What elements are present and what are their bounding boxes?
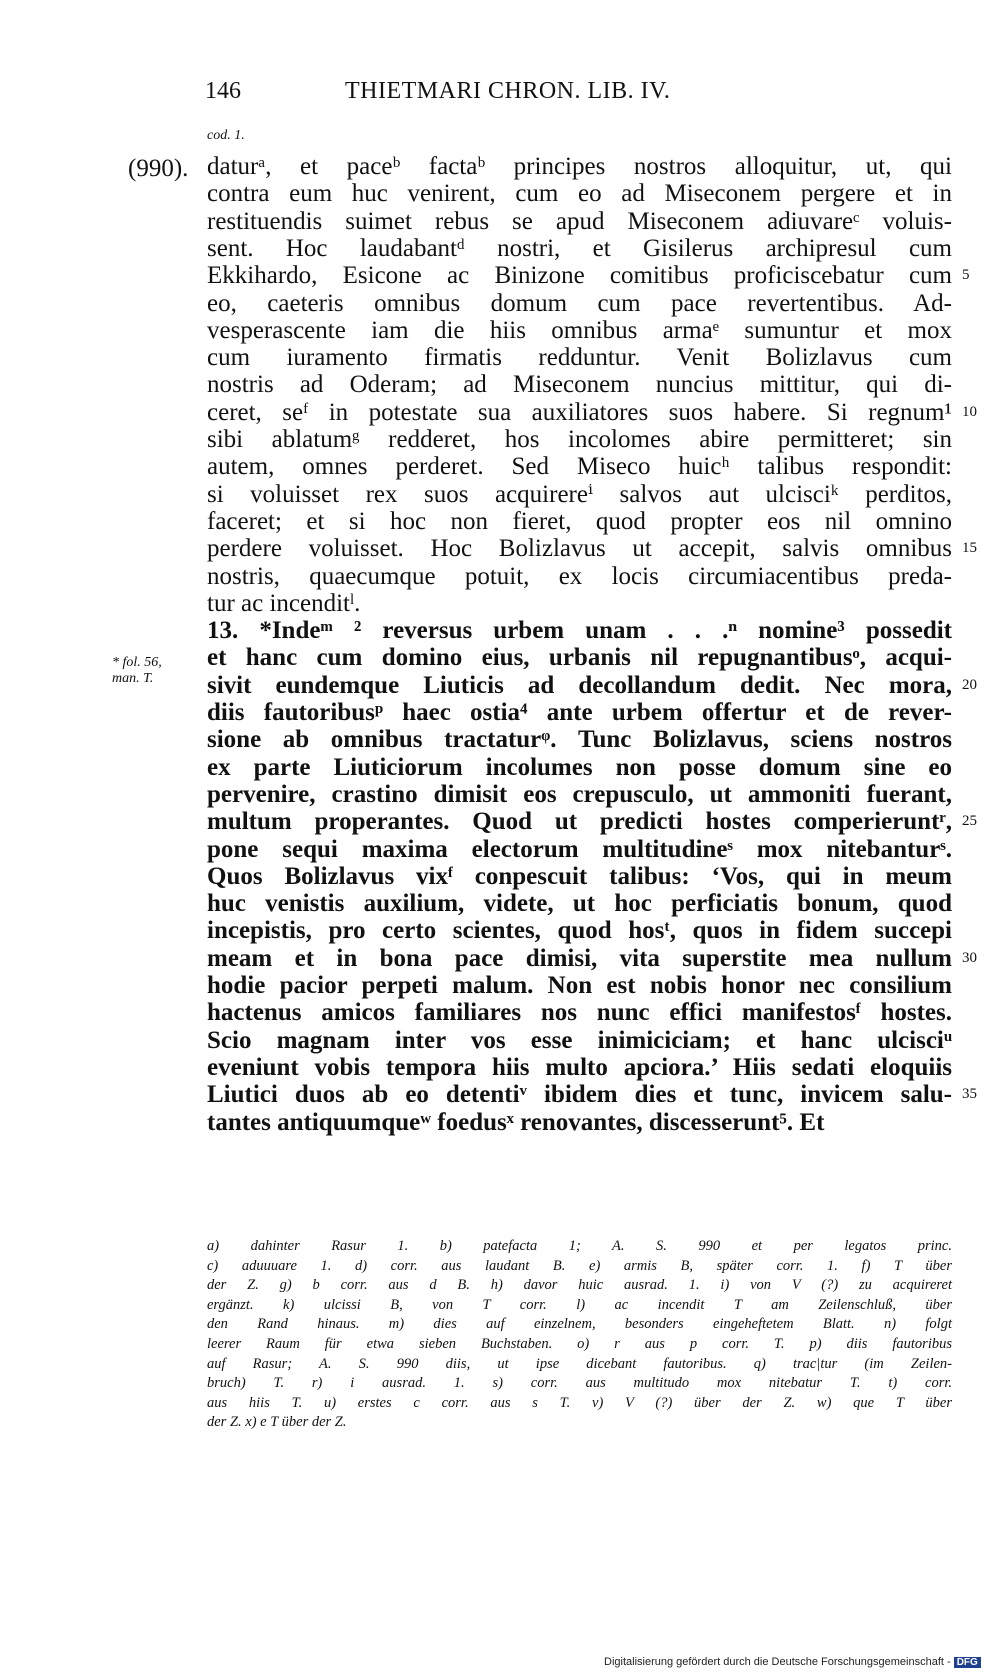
footnote-line: a) dahinter Rasur 1. b) patefacta 1; A. S. 990 et per legatos princ. [207,1238,952,1254]
footnote-line: den Rand hinaus. m) dies auf einzelnem, besonders eingeheftetem Blatt. n) folgt [207,1316,952,1333]
codex-note: cod. 1. [207,128,245,143]
line-number: 25 [962,813,977,830]
footer-text: Digitalisierung gefördert durch die Deutsche Forschungsgemeinschaft - [604,1656,951,1668]
text-line: huc venistis auxilium, videte, ut hoc perficiatis bonum, quod [207,890,952,918]
page-number: 146 [205,78,241,104]
margin-folio-note: * fol. 56, man. T. [112,655,162,686]
line-number: 35 [962,1086,977,1103]
dfg-logo: DFG [954,1657,981,1668]
text-line: 13. *Indeᵐ ² reversus urbem unam . . .ⁿ nomine³ possedit [207,617,952,645]
text-line: sent. Hoc laudabantᵈ nostri, et Gisilerus archipresul cum [207,234,952,262]
text-line: pone sequi maxima electorum multitudineˢ mox nitebanturˢ. [207,835,952,863]
line-number: 20 [962,676,977,693]
text-line: faceret; et si hoc non fieret, quod propter eos nil omnino [207,507,952,535]
text-line: Liutici duos ab eo detentiᵛ ibidem dies et tunc, invicem salu- [207,1081,952,1109]
text-line: contra eum huc venirent, cum eo ad Miseconem pergere et in [207,180,952,208]
text-line: restituendis suimet rebus se apud Miseconem adiuvareᶜ voluis- [207,207,952,235]
text-line: ex parte Liuticiorum incolumes non posse domum sine eo [207,753,952,781]
year-marker: (990). [128,155,189,182]
text-line: tur ac incenditˡ. [207,589,361,617]
footnote-line: der Z. x) e T über der Z. [207,1414,347,1431]
text-line: nostris ad Oderam; ad Miseconem nuncius mittitur, qui di- [207,371,952,399]
text-line: nostris, quaecumque potuit, ex locis circumiacentibus preda- [207,562,952,590]
line-number: 5 [962,267,970,284]
text-line: sibi ablatumᵍ redderet, hos incolomes abire permitteret; sin [207,426,952,453]
text-line: Quos Bolizlavus vixᶠ conpescuit talibus: ‘Vos, qui in meum [207,862,952,890]
line-number: 10 [962,403,977,420]
footnote-line: leerer Raum für etwa sieben Buchstaben. o) r aus p corr. T. p) diis fautoribus [207,1336,952,1352]
text-line: eveniunt vobis tempora hiis multo apciora.’ Hiis sedati eloquiis [207,1053,952,1081]
text-line: hactenus amicos familiares nos nunc effici manifestosᶠ hostes. [207,999,952,1027]
text-line: daturᵃ, et paceᵇ factaᵇ principes nostros alloquitur, ut, qui [207,153,952,180]
footnote-line: der Z. g) b corr. aus d B. h) davor huic ausrad. 1. i) von V (?) zu acquireret [207,1277,952,1294]
text-line: multum properantes. Quod ut predicti hostes comperieruntʳ, [207,808,952,836]
text-line: pervenire, crastino dimisit eos crepusculo, ut ammoniti fuerant, [207,780,952,808]
text-line: sivit eundemque Liuticis ad decollandum dedit. Nec mora, [207,671,952,699]
text-line: sione ab omnibus tractaturᵠ. Tunc Bolizlavus, sciens nostros [207,726,952,754]
footnote-line: auf Rasur; A. S. 990 diis, ut ipse dicebant fautoribus. q) trac|tur (im Zeilen- [207,1355,952,1372]
footnote-line: bruch) T. r) i ausrad. 1. s) corr. aus multitudo mox nitebatur T. t) corr. [207,1375,952,1392]
text-line: Ekkihardo, Esicone ac Binizone comitibus proficiscebatur cum [207,262,952,290]
footnote-line: aus hiis T. u) erstes c corr. aus s T. v) V (?) über der Z. w) que T über [207,1394,952,1411]
page-header [205,78,765,110]
text-line: vesperascente iam die hiis omnibus armaᵉ sumuntur et mox [207,316,952,344]
text-line: perdere voluisset. Hoc Bolizlavus ut accepit, salvis omnibus [207,535,952,563]
text-line: autem, omnes perderet. Sed Miseco huicʰ talibus respondit: [207,453,952,481]
text-line: meam et in bona pace dimisi, vita superstite mea nullum [207,944,952,972]
line-number: 15 [962,540,977,557]
footnote-line: ergänzt. k) ulcissi B, von T corr. l) ac incendit T am Zeilenschluß, über [207,1296,952,1313]
text-line: diis fautoribusᵖ haec ostia⁴ ante urbem offertur et de rever- [207,699,952,726]
text-line: et hanc cum domino eius, urbanis nil repugnantibusᵒ, acqui- [207,644,952,672]
text-line: eo, caeteris omnibus domum cum pace revertentibus. Ad- [207,289,952,317]
text-line: incepistis, pro certo scientes, quod hosᵗ, quos in fidem succepi [207,917,952,945]
digitization-footer [604,1656,981,1668]
text-line: si voluisset rex suos acquirereⁱ salvos aut ulcisciᵏ perditos, [207,480,952,508]
text-line: cum iuramento firmatis redduntur. Venit Bolizlavus cum [207,344,952,372]
line-number: 30 [962,949,977,966]
running-title: THIETMARI CHRON. LIB. IV. [345,78,671,104]
text-line: tantes antiquumqueʷ foedusˣ renovantes, discesserunt⁵. Et [207,1108,825,1136]
footnote-line: c) aduuuare 1. d) corr. aus laudant B. e) armis B, später corr. 1. f) T über [207,1257,952,1274]
text-line: Scio magnam inter vos esse inimiciciam; et hanc ulcisciᵘ [207,1026,952,1054]
text-line: ceret, seᶠ in potestate sua auxiliatores suos habere. Si regnum¹ [207,398,952,426]
text-line: hodie pacior perpeti malum. Non est nobis honor nec consilium [207,972,952,999]
